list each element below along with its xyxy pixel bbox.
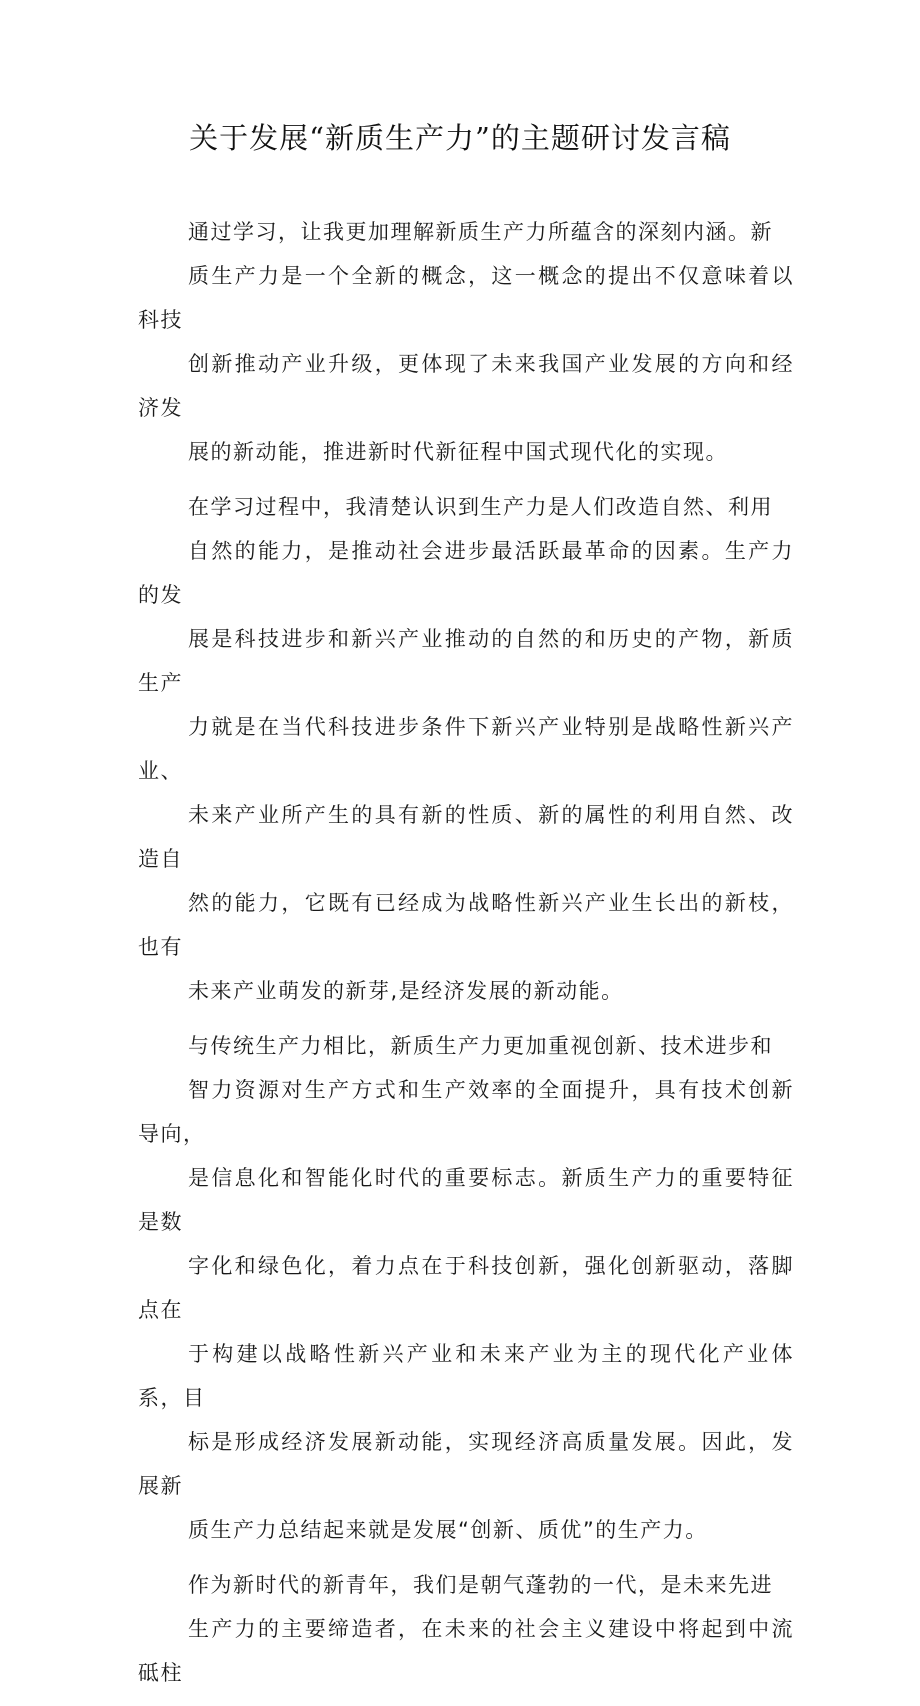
- paragraph-line: 未来产业萌发的新芽,是经济发展的新动能。: [188, 979, 624, 1003]
- paragraph-line: 生产力的主要缔造者，在未来的社会主义建设中将起到中流砥柱: [138, 1617, 794, 1685]
- paragraph-line: 在学习过程中，我清楚认识到生产力是人们改造自然、利用: [188, 495, 773, 519]
- paragraph-1: [138, 210, 794, 474]
- paragraph-line: 未来产业所产生的具有新的性质、新的属性的利用自然、改造自: [138, 803, 794, 871]
- paragraph-line: 力就是在当代科技进步条件下新兴产业特别是战略性新兴产业、: [138, 715, 794, 783]
- paragraph-line: 质生产力总结起来就是发展“创新、质优”的生产力。: [188, 1518, 708, 1542]
- paragraph-line: 通过学习，让我更加理解新质生产力所蕴含的深刻内涵。新: [188, 220, 773, 244]
- paragraph-line: 与传统生产力相比，新质生产力更加重视创新、技术进步和: [188, 1034, 773, 1058]
- paragraph-line: 展的新动能，推进新时代新征程中国式现代化的实现。: [188, 440, 728, 464]
- paragraph-line: 创新推动产业升级，更体现了未来我国产业发展的方向和经济发: [138, 352, 794, 420]
- paragraph-2: [138, 485, 794, 1013]
- paragraph-line: 然的能力，它既有已经成为战略性新兴产业生长出的新枝，也有: [138, 891, 794, 959]
- paragraph-line: 标是形成经济发展新动能，实现经济高质量发展。因此，发展新: [138, 1430, 794, 1498]
- document-body: [138, 210, 794, 1706]
- paragraph-line: 智力资源对生产方式和生产效率的全面提升，具有技术创新导向，: [138, 1078, 794, 1146]
- paragraph-line: 于构建以战略性新兴产业和未来产业为主的现代化产业体系，目: [138, 1342, 794, 1410]
- paragraph-4: [138, 1563, 794, 1695]
- document-title: 关于发展“新质生产力”的主题研讨发言稿: [189, 121, 731, 155]
- paragraph-line: 质生产力是一个全新的概念，这一概念的提出不仅意味着以科技: [138, 264, 794, 332]
- paragraph-line: 字化和绿色化，着力点在于科技创新，强化创新驱动，落脚点在: [138, 1254, 794, 1322]
- paragraph-line: 展是科技进步和新兴产业推动的自然的和历史的产物，新质生产: [138, 627, 794, 695]
- paragraph-line: 作为新时代的新青年，我们是朝气蓬勃的一代，是未来先进: [188, 1573, 773, 1597]
- paragraph-line: 自然的能力，是推动社会进步最活跃最革命的因素。生产力的发: [138, 539, 794, 607]
- paragraph-line: 是信息化和智能化时代的重要标志。新质生产力的重要特征是数: [138, 1166, 794, 1234]
- paragraph-3: [138, 1024, 794, 1552]
